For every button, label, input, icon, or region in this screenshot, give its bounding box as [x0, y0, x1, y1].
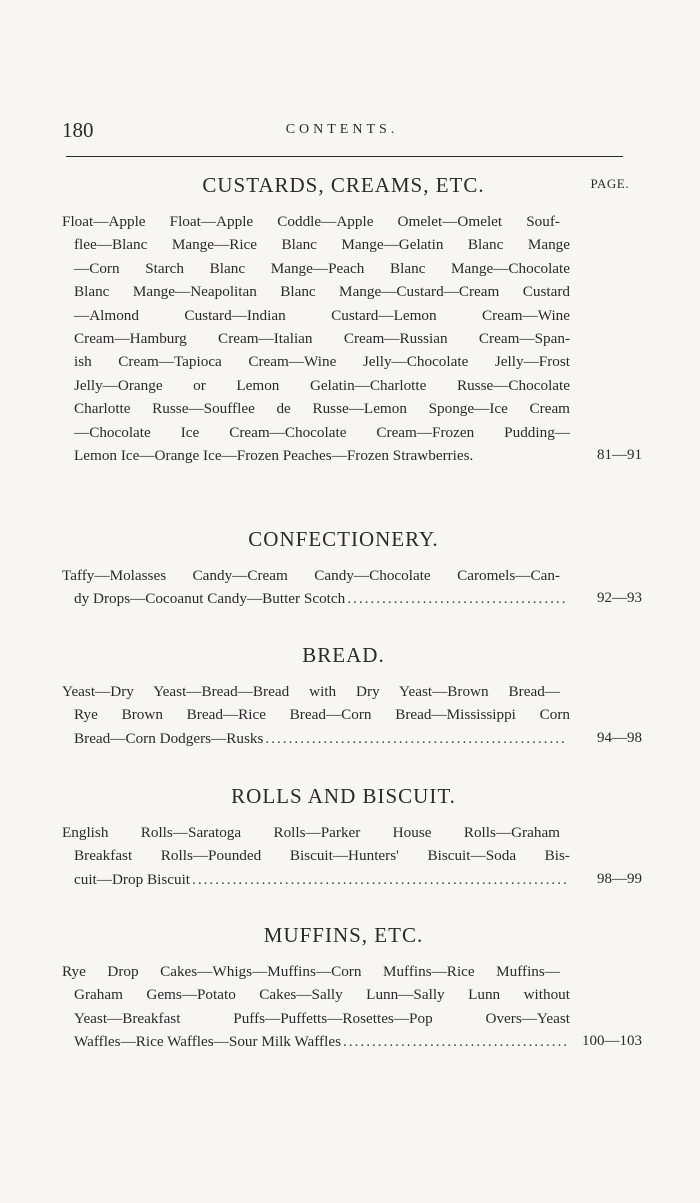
entry-last-line	[62, 1030, 642, 1053]
page-range: 100—103	[582, 1033, 642, 1050]
page-header	[62, 118, 622, 148]
entry-line: Blanc Mange—Neapolitan Blanc Mange—Custard—Cream Custard	[74, 283, 570, 301]
section-title: MUFFINS, ETC.	[263, 923, 424, 947]
page-range: 92—93	[597, 590, 642, 607]
entry-text	[62, 680, 642, 750]
section-custards	[62, 172, 642, 467]
entry-text	[62, 564, 642, 611]
header-rule	[66, 156, 623, 157]
entry-line: Graham Gems—Potato Cakes—Sally Lunn—Sally Lunn without	[74, 986, 570, 1004]
entry-line: flee—Blanc Mange—Rice Blanc Mange—Gelatin Blanc Mange	[74, 236, 570, 254]
entry-line: Float—Apple Float—Apple Coddle—Apple Omelet—Omelet Souf-	[62, 213, 560, 230]
entry-line: English Rolls—Saratoga Rolls—Parker House Rolls—Graham	[62, 824, 560, 841]
dot-leader	[265, 727, 568, 750]
entry-line: ish Cream—Tapioca Cream—Wine Jelly—Chocolate Jelly—Frost	[74, 353, 570, 371]
entry-text	[62, 821, 642, 891]
entry-line: Taffy—Molasses Candy—Cream Candy—Chocolate Caromels—Can-	[62, 567, 560, 584]
dot-leader	[343, 1030, 568, 1053]
entry-line: Rye Drop Cakes—Whigs—Muffins—Corn Muffins—Rice Muffins—	[62, 963, 560, 980]
section-title: ROLLS AND BISCUIT.	[231, 784, 456, 808]
entry-line: cuit—Drop Biscuit	[74, 870, 191, 888]
entry-line: Yeast—Breakfast Puffs—Puffetts—Rosettes—Pop Overs—Yeast	[74, 1009, 570, 1027]
entry-line: Bread—Corn Dodgers—Rusks	[74, 729, 264, 747]
entry-line: —Almond Custard—Indian Custard—Lemon Cream—Wine	[74, 306, 570, 324]
page-number: 180	[62, 118, 94, 142]
entry-text	[62, 210, 642, 467]
section-title: CONFECTIONERY.	[248, 527, 439, 551]
entry-line: Lemon Ice—Orange Ice—Frozen Peaches—Frozen Strawberries.	[74, 447, 474, 465]
entry-text	[62, 960, 642, 1054]
entry-last-line	[62, 868, 642, 891]
entry-line: Cream—Hamburg Cream—Italian Cream—Russian Cream—Span-	[74, 330, 570, 348]
dot-leader	[192, 868, 568, 891]
entry-line: dy Drops—Cocoanut Candy—Butter Scotch	[74, 590, 346, 608]
section-confectionery	[62, 526, 642, 611]
dot-leader	[347, 587, 568, 610]
section-title: CUSTARDS, CREAMS, ETC.	[202, 173, 485, 197]
entry-last-line	[62, 444, 642, 467]
page-column-label: PAGE.	[590, 176, 629, 191]
section-title: BREAD.	[302, 643, 385, 667]
entry-line: Breakfast Rolls—Pounded Biscuit—Hunters' Biscuit—Soda Bis-	[74, 847, 570, 865]
entry-line: —Corn Starch Blanc Mange—Peach Blanc Mange—Chocolate	[74, 259, 570, 277]
entry-line: Waffles—Rice Waffles—Sour Milk Waffles	[74, 1033, 341, 1051]
page-range: 81—91	[597, 447, 642, 464]
page-range: 94—98	[597, 729, 642, 746]
section-muffins	[62, 922, 642, 1054]
page-range: 98—99	[597, 870, 642, 887]
running-title: CONTENTS.	[285, 122, 399, 137]
section-bread	[62, 642, 642, 750]
entry-last-line	[62, 727, 642, 750]
entry-line: Yeast—Dry Yeast—Bread—Bread with Dry Yeast—Brown Bread—	[62, 683, 560, 700]
entry-line: —Chocolate Ice Cream—Chocolate Cream—Frozen Pudding—	[74, 423, 570, 441]
entry-last-line	[62, 587, 642, 610]
section-rolls-biscuit	[62, 783, 642, 891]
entry-line: Charlotte Russe—Soufflee de Russe—Lemon Sponge—Ice Cream	[74, 400, 570, 418]
entry-line: Rye Brown Bread—Rice Bread—Corn Bread—Mississippi Corn	[74, 706, 570, 724]
entry-line: Jelly—Orange or Lemon Gelatin—Charlotte Russe—Chocolate	[74, 376, 570, 394]
